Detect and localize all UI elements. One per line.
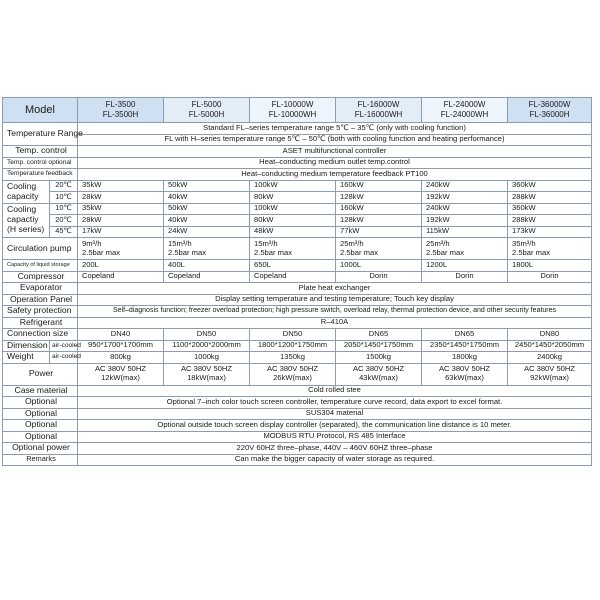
power-value: AC 380V 50HZ 92kW(max) (508, 363, 592, 385)
cooling-h-temp: 10℃ (50, 203, 78, 215)
weight-sub: air-cooled (50, 352, 78, 364)
compressor-value: Copeland (78, 271, 164, 283)
temp-range-row (3, 123, 592, 135)
cooling-value: 35kW (78, 180, 164, 192)
liquid-storage-value: 1000L (336, 260, 422, 272)
cooling-capacity-h-label: Cooling capactiy (H series) (3, 203, 50, 238)
optional-value: SUS304 material (78, 408, 592, 420)
cooling-value: 128kW (336, 192, 422, 204)
cooling-temp: 20℃ (50, 180, 78, 192)
weight-value: 800kg (78, 352, 164, 364)
spec-table (2, 97, 592, 466)
cooling-value: 360kW (508, 180, 592, 192)
cooling-value: 240kW (422, 180, 508, 192)
optional-row (3, 420, 592, 432)
optional-value: Optional outside touch screen display controller (separated), the communication line distance is 10 meter. (78, 420, 592, 432)
cooling-h-temp: 45℃ (50, 226, 78, 238)
liquid-storage-label: Capacity of liquid storage (3, 260, 78, 272)
cooling-h-value: 77kW (336, 226, 422, 238)
weight-value: 1800kg (422, 352, 508, 364)
case-material-label: Case material (3, 385, 78, 397)
cooling-h-value: 115kW (422, 226, 508, 238)
cooling-h-value: 48kW (250, 226, 336, 238)
optional-row (3, 408, 592, 420)
model-column: FL-36000W FL-36000H (508, 98, 592, 123)
connection-size-value: DN80 (508, 329, 592, 341)
power-value: AC 380V 50HZ 26kW(max) (250, 363, 336, 385)
cooling-value: 28kW (78, 192, 164, 204)
compressor-value: Copeland (164, 271, 250, 283)
weight-row (3, 352, 592, 364)
model-column: FL-10000W FL-10000WH (250, 98, 336, 123)
optional-value: MODBUS RTU Protocol, RS 485 Interface (78, 431, 592, 443)
evaporator-row (3, 283, 592, 295)
connection-size-value: DN40 (78, 329, 164, 341)
cooling-h-value: 128kW (336, 215, 422, 227)
dimension-value: 950*1700*1700mm (78, 340, 164, 352)
compressor-row (3, 271, 592, 283)
cooling-h-value: 80kW (250, 215, 336, 227)
optional-power-label: Optional power (3, 443, 78, 455)
temp-control-row (3, 146, 592, 158)
model-column: FL-3500 FL-3500H (78, 98, 164, 123)
weight-value: 1500kg (336, 352, 422, 364)
cooling-value: 40kW (164, 192, 250, 204)
safety-protection-row (3, 306, 592, 318)
model-column: FL-16000W FL-16000WH (336, 98, 422, 123)
compressor-label: Compressor (3, 271, 78, 283)
optional-power-value: 220V 60HZ three–phase, 440V – 460V 60HZ three–phase (78, 443, 592, 455)
remarks-row (3, 454, 592, 466)
liquid-storage-value: 400L (164, 260, 250, 272)
temp-range-row-h (3, 134, 592, 146)
power-value: AC 380V 50HZ 12kW(max) (78, 363, 164, 385)
pump-spec: 15m³/h 2.5bar max (250, 238, 336, 260)
cooling-h-value: 288kW (508, 215, 592, 227)
temp-range-h-series: FL with H–series temperature range 5℃ – 50℃ (both with cooling function and heating performance) (78, 134, 592, 146)
liquid-storage-value: 1800L (508, 260, 592, 272)
cooling-value: 192kW (422, 192, 508, 204)
weight-value: 1000kg (164, 352, 250, 364)
optional-row (3, 431, 592, 443)
dimension-label: Dimension (3, 340, 50, 352)
cooling-h-value: 360kW (508, 203, 592, 215)
optional-label: Optional (3, 408, 78, 420)
cooling-h-temp: 20℃ (50, 215, 78, 227)
pump-spec: 25m³/h 2.5bar max (336, 238, 422, 260)
connection-size-row (3, 329, 592, 341)
compressor-value: Copeland (250, 271, 336, 283)
pump-spec: 25m³/h 2.5bar max (422, 238, 508, 260)
pump-spec: 15m³/h 2.5bar max (164, 238, 250, 260)
safety-protection-label: Safety protection (3, 306, 78, 318)
refrigerant-row (3, 317, 592, 329)
cooling-capacity-label: Cooling capacity (3, 180, 50, 203)
cooling-value: 288kW (508, 192, 592, 204)
cooling-value: 50kW (164, 180, 250, 192)
circulation-pump-row (3, 238, 592, 260)
model-label: Model (3, 98, 78, 123)
remarks-value: Can make the bigger capacity of water storage as required. (78, 454, 592, 466)
temp-feedback-label: Temperature feedback (3, 169, 78, 181)
connection-size-label: Connection size (3, 329, 78, 341)
power-value: AC 380V 50HZ 63kW(max) (422, 363, 508, 385)
dimension-value: 1800*1200*1750mm (250, 340, 336, 352)
model-column: FL-24000W FL-24000WH (422, 98, 508, 123)
remarks-label: Remarks (3, 454, 78, 466)
cooling-h-value: 28kW (78, 215, 164, 227)
dimension-value: 2350*1450*1750mm (422, 340, 508, 352)
dimension-sub: air-cooled (50, 340, 78, 352)
evaporator-label: Evaporator (3, 283, 78, 295)
connection-size-value: DN65 (422, 329, 508, 341)
cooling-capacity-h-row (3, 215, 592, 227)
operation-panel-value: Display setting temperature and testing temperature; Touch key display (78, 294, 592, 306)
optional-label: Optional (3, 397, 78, 409)
cooling-h-value: 50kW (164, 203, 250, 215)
safety-protection-value: Self–diagnosis function; freezer overload protection; high pressure switch, overload relay, thermal protection device, and other security features (78, 306, 592, 318)
optional-power-row (3, 443, 592, 455)
cooling-h-value: 160kW (336, 203, 422, 215)
cooling-h-value: 173kW (508, 226, 592, 238)
case-material-value: Cold rolled stee (78, 385, 592, 397)
pump-spec: 9m³/h 2.5bar max (78, 238, 164, 260)
temp-control-label: Temp. control (3, 146, 78, 158)
operation-panel-label: Operation Panel (3, 294, 78, 306)
compressor-value: Dorin (422, 271, 508, 283)
cooling-capacity-row (3, 180, 592, 192)
connection-size-value: DN50 (250, 329, 336, 341)
circulation-pump-label: Circulation pump (3, 238, 78, 260)
optional-row (3, 397, 592, 409)
power-row (3, 363, 592, 385)
power-value: AC 380V 50HZ 43kW(max) (336, 363, 422, 385)
dimension-value: 2050*1450*1750mm (336, 340, 422, 352)
operation-panel-row (3, 294, 592, 306)
model-column: FL-5000 FL-5000H (164, 98, 250, 123)
header-row (3, 98, 592, 123)
cooling-h-value: 35kW (78, 203, 164, 215)
dimension-value: 1100*2000*2000mm (164, 340, 250, 352)
temp-control-optional-value: Heat–conducting medium outlet temp.control (78, 157, 592, 169)
cooling-h-value: 240kW (422, 203, 508, 215)
pump-spec: 35m³/h 2.5bar max (508, 238, 592, 260)
cooling-h-value: 40kW (164, 215, 250, 227)
evaporator-value: Plate heat exchanger (78, 283, 592, 295)
liquid-storage-row (3, 260, 592, 272)
cooling-capacity-row (3, 192, 592, 204)
temp-feedback-value: Heat–conducting medium temperature feedback PT100 (78, 169, 592, 181)
optional-label: Optional (3, 431, 78, 443)
temp-control-optional-label: Temp. control optional (3, 157, 78, 169)
compressor-value: Dorin (336, 271, 422, 283)
power-label: Power (3, 363, 78, 385)
case-material-row (3, 385, 592, 397)
dimension-row (3, 340, 592, 352)
connection-size-value: DN65 (336, 329, 422, 341)
cooling-h-value: 24kW (164, 226, 250, 238)
cooling-capacity-h-row (3, 203, 592, 215)
connection-size-value: DN50 (164, 329, 250, 341)
liquid-storage-value: 650L (250, 260, 336, 272)
cooling-temp: 10℃ (50, 192, 78, 204)
compressor-value: Dorin (508, 271, 592, 283)
liquid-storage-value: 200L (78, 260, 164, 272)
temp-control-value: ASET multifunctional controller (78, 146, 592, 158)
cooling-h-value: 100kW (250, 203, 336, 215)
cooling-h-value: 192kW (422, 215, 508, 227)
optional-value: Optional 7–inch color touch screen controller, temperature curve record, data export to excel format. (78, 397, 592, 409)
dimension-value: 2450*1450*2050mm (508, 340, 592, 352)
weight-label: Weight (3, 352, 50, 364)
cooling-value: 80kW (250, 192, 336, 204)
weight-value: 2400kg (508, 352, 592, 364)
refrigerant-value: R–410A (78, 317, 592, 329)
temp-control-optional-row (3, 157, 592, 169)
cooling-value: 160kW (336, 180, 422, 192)
refrigerant-label: Refrigerant (3, 317, 78, 329)
temp-range-standard: Standard FL–series temperature range 5℃ – 35℃ (only with cooling function) (78, 123, 592, 135)
weight-value: 1350kg (250, 352, 336, 364)
cooling-h-value: 17kW (78, 226, 164, 238)
temp-feedback-row (3, 169, 592, 181)
cooling-capacity-h-row (3, 226, 592, 238)
temp-range-label: Temperature Range (3, 123, 78, 146)
power-value: AC 380V 50HZ 18kW(max) (164, 363, 250, 385)
cooling-value: 100kW (250, 180, 336, 192)
optional-label: Optional (3, 420, 78, 432)
liquid-storage-value: 1200L (422, 260, 508, 272)
